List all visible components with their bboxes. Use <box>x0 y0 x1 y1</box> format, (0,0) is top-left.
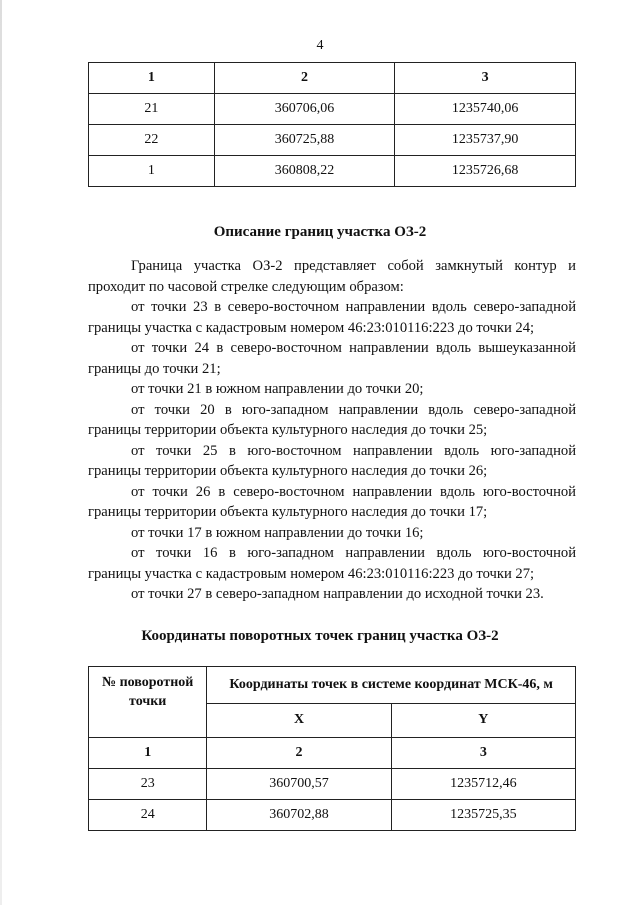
column-number: 3 <box>395 63 576 94</box>
table-row <box>89 769 576 800</box>
x-coordinate: 360700,57 <box>207 769 391 800</box>
section-title: Описание границ участка ОЗ-2 <box>213 224 427 240</box>
paragraph: от точки 17 в южном направлении до точки 16; <box>131 524 424 541</box>
paragraph: Граница участка ОЗ-2 представляет собой замкнутый контур и проходит по часовой стрелке следующим образом: <box>88 258 576 295</box>
table-row <box>89 94 576 125</box>
y-coordinate: 1235726,68 <box>395 156 576 187</box>
y-header: Y <box>391 703 575 737</box>
paragraph: от точки 16 в юго-западном направлении вдоль юго-восточной границы участка с кадастровым номером 46:23:010116:223 до точки 27; <box>88 545 576 582</box>
scan-edge <box>0 0 2 905</box>
y-coordinate: 1235712,46 <box>391 769 575 800</box>
table-header-row <box>89 667 576 704</box>
column-number: 1 <box>89 738 207 769</box>
boundary-description <box>88 256 576 605</box>
paragraph: от точки 25 в юго-восточном направлении вдоль юго-западной границы территории объекта культурного наследия до точки 26; <box>88 442 576 479</box>
paragraph: от точки 24 в северо-восточном направлении вдоль вышеуказанной границы до точки 21; <box>88 340 576 377</box>
point-number: 24 <box>89 800 207 831</box>
y-coordinate: 1235737,90 <box>395 125 576 156</box>
y-coordinate: 1235725,35 <box>391 800 575 831</box>
paragraph: от точки 23 в северо-восточном направлении вдоль северо-западной границы участка с кадастровым номером 46:23:010116:223 до точки 24; <box>88 299 576 336</box>
x-coordinate: 360702,88 <box>207 800 391 831</box>
paragraph: от точки 26 в северо-восточном направлении вдоль юго-восточной границы территории объекта культурного наследия до точки 17; <box>88 483 576 520</box>
coordinates-table <box>88 666 576 831</box>
coordinate-system-header: Координаты точек в системе координат МСК-46, м <box>207 667 576 704</box>
table-row <box>89 800 576 831</box>
point-number: 21 <box>89 94 215 125</box>
column-number: 1 <box>89 63 215 94</box>
point-number: 23 <box>89 769 207 800</box>
point-number-header: № поворотной точки <box>89 667 207 738</box>
column-number: 3 <box>391 738 575 769</box>
table-row <box>89 125 576 156</box>
paragraph: от точки 27 в северо-западном направлении до исходной точки 23. <box>131 586 544 602</box>
x-coordinate: 360808,22 <box>214 156 395 187</box>
paragraph: от точки 21 в южном направлении до точки 20; <box>131 381 424 397</box>
column-number: 2 <box>214 63 395 94</box>
x-coordinate: 360725,88 <box>214 125 395 156</box>
x-coordinate: 360706,06 <box>214 94 395 125</box>
paragraph: от точки 20 в юго-западном направлении вдоль северо-западной границы территории объекта культурного наследия до точки 25; <box>88 401 576 438</box>
page-number: 4 <box>316 38 324 53</box>
coordinates-title: Координаты поворотных точек границ участка ОЗ-2 <box>141 628 499 644</box>
column-number: 2 <box>207 738 391 769</box>
table-row <box>89 156 576 187</box>
coordinates-table-continued <box>88 62 576 187</box>
point-number: 22 <box>89 125 215 156</box>
point-number: 1 <box>89 156 215 187</box>
table-header-row <box>89 63 576 94</box>
x-header: X <box>207 703 391 737</box>
table-header-row <box>89 738 576 769</box>
y-coordinate: 1235740,06 <box>395 94 576 125</box>
